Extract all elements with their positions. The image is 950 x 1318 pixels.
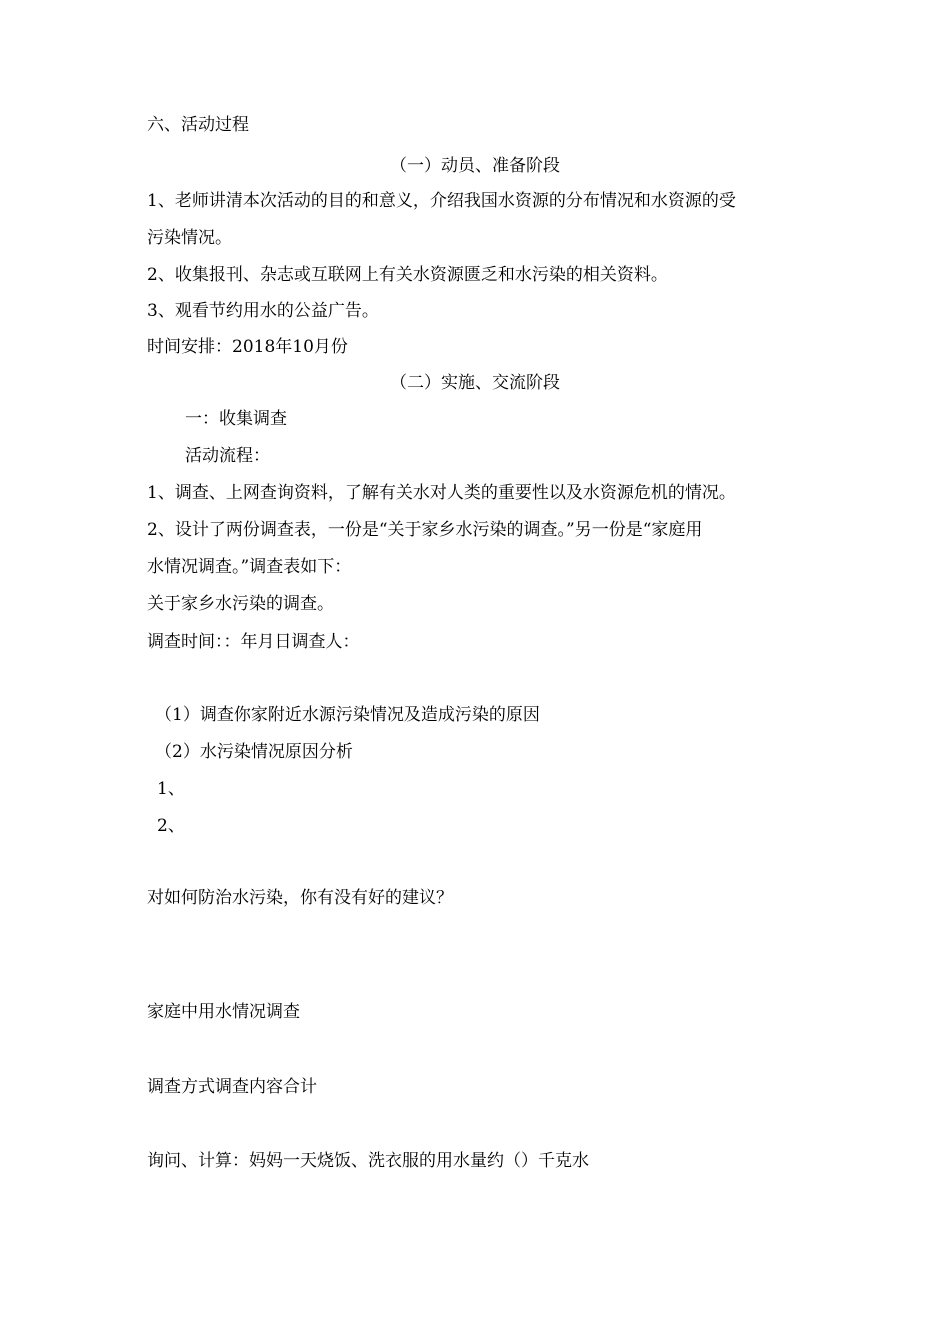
section-heading: 六、活动过程 [147,115,249,135]
survey1-a1: 1、 [157,779,185,799]
phase1-item3: 3、观看节约用水的公益广告。 [147,301,379,321]
survey1-q1: （1）调查你家附近水源污染情况及造成污染的原因 [155,705,540,725]
survey1-meta: 调查时间：：年月日调查人： [147,632,360,652]
phase1-item2: 2、收集报刊、杂志或互联网上有关水资源匮乏和水污染的相关资料。 [147,265,668,285]
survey2-row1: 询问、计算：妈妈一天烧饭、洗衣服的用水量约（）千克水 [147,1151,589,1171]
survey1-a2: 2、 [157,816,185,836]
phase2-item1: 1、调查、上网查询资料，了解有关水对人类的重要性以及水资源危机的情况。 [147,483,736,503]
phase2-flow-label: 活动流程： [185,446,270,466]
survey2-title: 家庭中用水情况调查 [147,1002,300,1022]
phase1-title: （一）动员、准备阶段 [390,156,560,176]
phase1-item1-line2: 污染情况。 [147,228,232,248]
phase2-item2-line2: 水情况调查。”调查表如下： [147,557,352,577]
phase2-title: （二）实施、交流阶段 [390,373,560,393]
phase2-item2-line1: 2、设计了两份调查表，一份是“关于家乡水污染的调查。”另一份是“家庭用 [147,520,703,540]
survey2-header: 调查方式调查内容合计 [147,1077,317,1097]
survey1-q3: 对如何防治水污染，你有没有好的建议？ [147,888,453,908]
survey1-title: 关于家乡水污染的调查。 [147,594,334,614]
survey1-q2: （2）水污染情况原因分析 [155,742,353,762]
phase1-item1-line1: 1、老师讲清本次活动的目的和意义，介绍我国水资源的分布情况和水资源的受 [147,191,736,211]
phase2-sub1: 一：收集调查 [185,409,287,429]
phase1-schedule: 时间安排：2018年10月份 [147,337,348,357]
